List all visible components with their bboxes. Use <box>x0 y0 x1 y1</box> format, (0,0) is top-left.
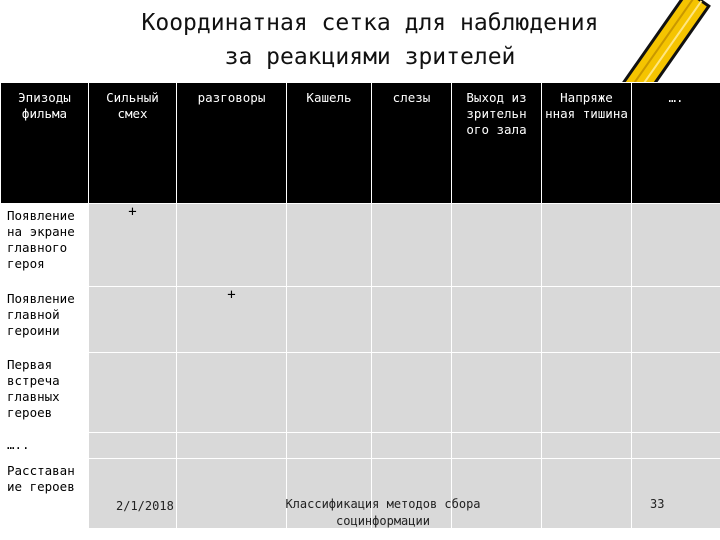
table-cell <box>89 287 177 353</box>
table-cell <box>632 204 720 287</box>
table-cell <box>177 433 287 459</box>
table-cell <box>177 353 287 433</box>
table-cell <box>177 459 287 529</box>
title-line-1: Координатная сетка для наблюдения <box>141 10 599 36</box>
table-cell <box>452 353 542 433</box>
table-cell <box>632 353 720 433</box>
table-cell <box>89 433 177 459</box>
table-cell <box>89 353 177 433</box>
table-cell <box>632 459 720 529</box>
table-cell: + <box>89 204 177 287</box>
page-title <box>100 6 640 74</box>
row-label: Появление главной героини <box>1 287 89 353</box>
footer-caption: Классификация методов сбора социнформации <box>285 497 481 528</box>
table-cell <box>287 204 372 287</box>
header-cell: Кашель <box>287 83 372 204</box>
title-line-2: за реакциями зрителей <box>224 44 516 70</box>
header-cell: слезы <box>372 83 452 204</box>
table-cell <box>287 287 372 353</box>
table-cell <box>542 433 632 459</box>
table-cell: + <box>177 287 287 353</box>
table-cell <box>372 204 452 287</box>
table-cell <box>452 433 542 459</box>
header-row <box>1 83 720 204</box>
header-cell: Сильный смех <box>89 83 177 204</box>
page-number: 33 <box>650 497 665 511</box>
table-cell <box>632 287 720 353</box>
header-cell: …. <box>632 83 720 204</box>
table-cell <box>632 433 720 459</box>
table-cell <box>452 204 542 287</box>
table-row <box>1 204 720 287</box>
table-cell <box>372 287 452 353</box>
table-cell <box>89 459 177 529</box>
table-cell <box>542 287 632 353</box>
table-cell <box>542 459 632 529</box>
table-cell <box>372 353 452 433</box>
table-row <box>1 353 720 433</box>
header-cell: разговоры <box>177 83 287 204</box>
table-cell <box>452 287 542 353</box>
header-cell: Выход из зрительн ого зала <box>452 83 542 204</box>
header-cell: Напряже нная тишина <box>542 83 632 204</box>
footer-date: 2/1/2018 <box>116 499 174 513</box>
observation-grid <box>0 82 720 529</box>
row-label: Появление на экране главного героя <box>1 204 89 287</box>
row-label: Расставан ие героев <box>1 459 89 529</box>
table-cell <box>372 433 452 459</box>
table-cell <box>542 353 632 433</box>
table-cell <box>287 433 372 459</box>
header-cell: Эпизоды фильма <box>1 83 89 204</box>
row-label: ….. <box>1 433 89 459</box>
table-cell <box>177 204 287 287</box>
table-cell <box>287 353 372 433</box>
table-row <box>1 433 720 459</box>
table-cell <box>542 204 632 287</box>
table-row <box>1 287 720 353</box>
row-label: Первая встреча главных героев <box>1 353 89 433</box>
